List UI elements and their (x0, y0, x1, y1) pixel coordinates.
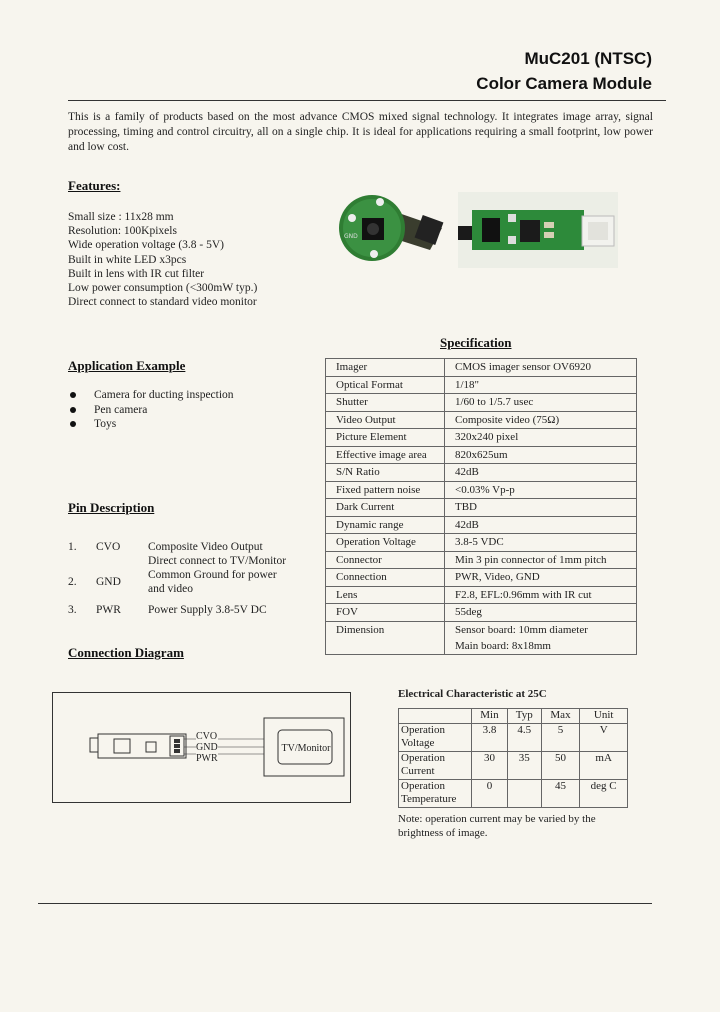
product-subtitle: Color Camera Module (476, 74, 652, 93)
table-row (326, 481, 637, 499)
spec-key: FOV (326, 604, 445, 622)
electrical-table (398, 708, 628, 808)
table-header-row: Min Typ Max Unit (399, 709, 628, 724)
sensor-board-photo (330, 188, 450, 270)
spec-heading: Specification (440, 335, 512, 350)
table-row (326, 376, 637, 394)
table-row (326, 464, 637, 482)
main-board-photo (458, 192, 618, 268)
features-list (68, 210, 257, 309)
spec-value: <0.03% Vp-p (445, 481, 637, 499)
table-row (326, 604, 637, 622)
spec-key: Video Output (326, 411, 445, 429)
spec-key: Effective image area (326, 446, 445, 464)
spec-key: Imager (326, 359, 445, 377)
spec-value: 820x625um (445, 446, 637, 464)
spec-value: PWR, Video, GND (445, 569, 637, 587)
spec-value: TBD (445, 499, 637, 517)
connection-heading: Connection Diagram (68, 645, 184, 660)
spec-key: Optical Format (326, 376, 445, 394)
feature-item: Low power consumption (<300mW typ.) (68, 282, 258, 295)
feature-item: Small size : 11x28 mm (68, 211, 174, 223)
spec-table (325, 358, 637, 655)
table-row: Operation Current 30 35 50 mA (399, 751, 628, 779)
monitor-label: TV/Monitor (281, 743, 331, 754)
spec-key: Shutter (326, 394, 445, 412)
spec-value: 320x240 pixel (445, 429, 637, 447)
table-row (326, 446, 637, 464)
spec-value: 1/18" (445, 376, 637, 394)
table-row (326, 499, 637, 517)
table-row (326, 586, 637, 604)
spec-key: Operation Voltage (326, 534, 445, 552)
feature-item: Direct connect to standard video monitor (68, 296, 257, 309)
table-row (326, 359, 637, 377)
bullet-icon (70, 392, 76, 398)
spec-value: Composite video (75Ω) (445, 411, 637, 429)
spec-value: 1/60 to 1/5.7 usec (445, 394, 637, 412)
spec-value: 42dB (445, 464, 637, 482)
electrical-note: Note: operation current may be varied by the brightness of image. (398, 813, 596, 839)
table-row (326, 534, 637, 552)
table-row (326, 411, 637, 429)
application-list (68, 388, 234, 432)
feature-item: Wide operation voltage (3.8 - 5V) (68, 239, 225, 252)
spec-key: Dynamic range (326, 516, 445, 534)
intro-paragraph: This is a family of products based on the most advance CMOS mixed signal technology. It integrates image array, signal processing, timing and control circuitry, all on a single chip. It is ideal for applications requiring a small footprint, low power and low cost. (68, 111, 653, 153)
table-row (326, 551, 637, 569)
spec-key: Fixed pattern noise (326, 481, 445, 499)
application-item: Camera for ducting inspection (68, 388, 234, 403)
bullet-icon (70, 421, 76, 427)
spec-value: CMOS imager sensor OV6920 (445, 359, 637, 377)
spec-key: Picture Element (326, 429, 445, 447)
table-row (326, 429, 637, 447)
table-row (326, 516, 637, 534)
table-row: Operation Temperature 0 45 deg C (399, 779, 628, 807)
spec-key: Connection (326, 569, 445, 587)
feature-item: Built in lens with IR cut filter (68, 267, 205, 280)
electrical-heading: Electrical Characteristic at 25C (398, 688, 547, 700)
spec-value: 3.8-5 VDC (445, 534, 637, 552)
spec-key: S/N Ratio (326, 464, 445, 482)
header-divider (68, 100, 666, 101)
application-heading: Application Example (68, 358, 186, 373)
application-item: Pen camera (68, 403, 234, 418)
footer-divider (38, 903, 652, 904)
feature-item: Resolution: 100Kpixels (68, 225, 177, 238)
product-model: MuC201 (NTSC) (524, 49, 652, 68)
table-row (326, 569, 637, 587)
spec-key: Dark Current (326, 499, 445, 517)
spec-key: Lens (326, 586, 445, 604)
spec-value: Min 3 pin connector of 1mm pitch (445, 551, 637, 569)
spec-value: 55deg (445, 604, 637, 622)
spec-value: 42dB (445, 516, 637, 534)
svg-text:GND: GND (344, 233, 358, 240)
table-row: Dimension Sensor board: 10mm diameter Main board: 8x18mm (326, 621, 637, 654)
bullet-icon (70, 407, 76, 413)
connection-labels: CVO GND PWR (196, 731, 218, 764)
application-item: Toys (68, 417, 234, 432)
table-row: Operation Voltage 3.8 4.5 5 V (399, 723, 628, 751)
features-heading: Features: (68, 178, 121, 193)
spec-value: F2.8, EFL:0.96mm with IR cut (445, 586, 637, 604)
spec-key: Connector (326, 551, 445, 569)
feature-item: Built in white LED x3pcs (68, 253, 187, 266)
table-row (326, 394, 637, 412)
pin-heading: Pin Description (68, 500, 155, 515)
